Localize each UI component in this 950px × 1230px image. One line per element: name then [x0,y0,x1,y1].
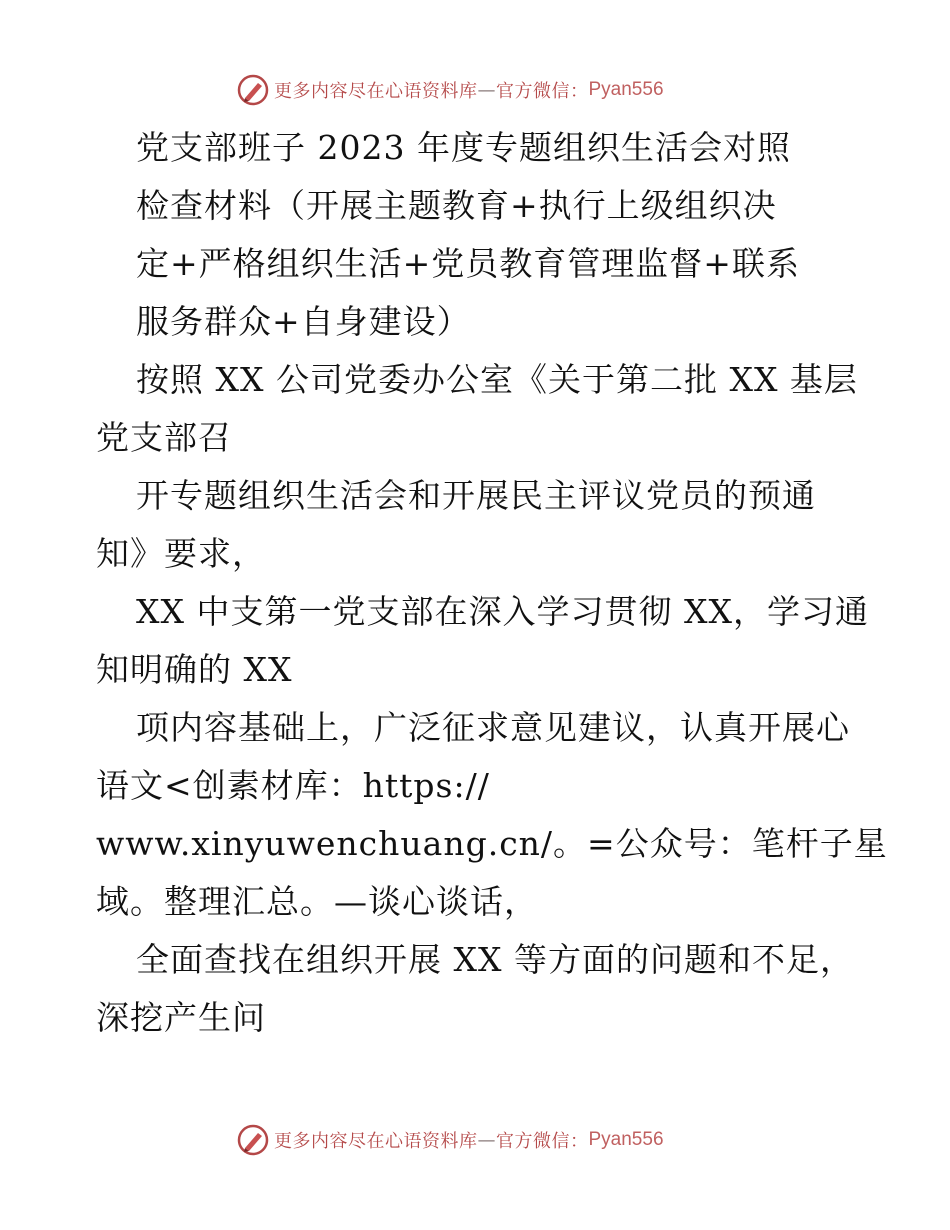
watermark-wechat-id: Pyan556 [588,1129,664,1150]
watermark-text: 更多内容尽在心语资料库 [274,1131,478,1152]
paragraph-line: 域。整理汇总。—谈心谈话， [96,882,538,921]
paragraph-line: XX 中支第一党支部在深入学习贯彻 XX，学习通 [136,592,869,631]
paragraph-line: 按照 XX 公司党委办公室《关于第二批 XX 基层 [136,360,858,399]
watermark-dash: — [477,79,496,101]
title-line-2: 检查材料（开展主题教育+执行上级组织决 [136,186,777,225]
paragraph-line: 开专题组织生活会和开展民主评议党员的预通 [136,476,816,515]
paragraph-line: 知》要求， [96,534,266,573]
paragraph-line: 项内容基础上，广泛征求意见建议，认真开展心 [136,708,850,747]
watermark-wechat-id: Pyan556 [588,79,664,100]
watermark-text: 更多内容尽在心语资料库 [274,81,478,102]
header-watermark [236,72,664,108]
footer-watermark [236,1122,664,1158]
title-line-4: 服务群众+自身建设） [136,302,471,341]
title-line-1: 党支部班子 2023 年度专题组织生活会对照 [136,128,791,167]
watermark-dash: — [477,1129,496,1151]
watermark-official-label: 官方微信： [496,1131,589,1152]
paragraph-line: 语文<创素材库：https:// [96,766,490,805]
pen-logo-icon [236,1123,270,1157]
paragraph-line: 深挖产生问 [96,998,266,1037]
paragraph-line: www.xinyuwenchuang.cn/。=公众号：笔杆子星 [96,824,888,863]
pen-logo-icon [236,73,270,107]
title-line-3: 定+严格组织生活+党员教育管理监督+联系 [136,244,800,283]
paragraph-line: 全面查找在组织开展 XX 等方面的问题和不足， [136,940,854,979]
paragraph-line: 党支部召 [96,418,232,457]
paragraph-line: 知明确的 XX [96,650,293,689]
watermark-official-label: 官方微信： [496,81,589,102]
